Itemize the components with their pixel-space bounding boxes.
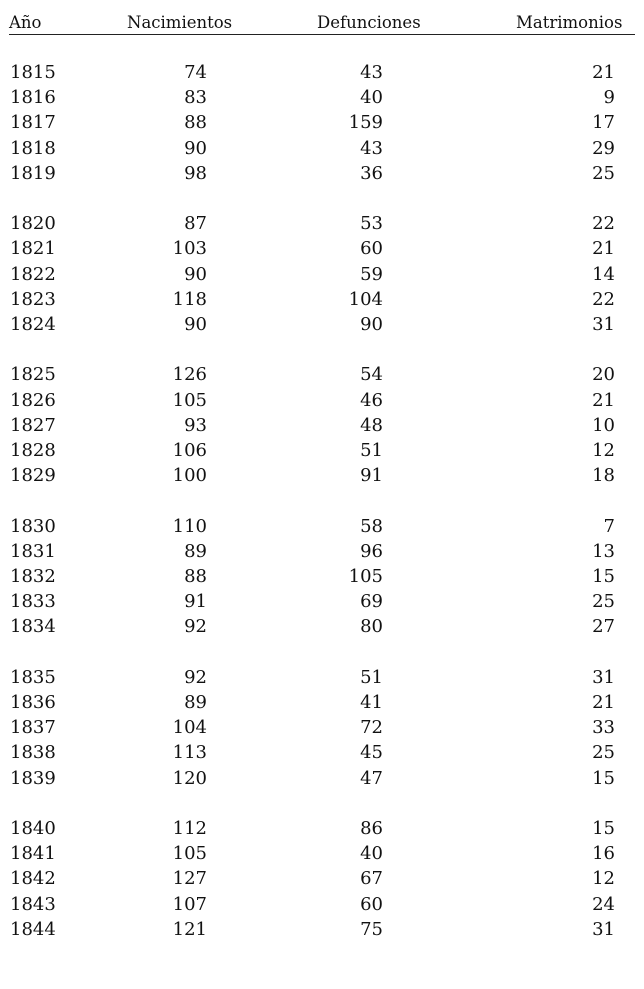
cell-deaths: 91 bbox=[360, 465, 383, 487]
cell-marriages: 21 bbox=[592, 62, 615, 83]
cell-births: 121 bbox=[172, 918, 207, 940]
cell-marriages: 20 bbox=[592, 364, 615, 386]
cell-marriages: 18 bbox=[592, 465, 615, 487]
cell-deaths: 69 bbox=[360, 591, 383, 613]
cell-year: 1826 bbox=[10, 389, 56, 411]
cell-births: 89 bbox=[184, 692, 207, 713]
cell-births: 87 bbox=[184, 213, 207, 235]
cell-year: 1821 bbox=[10, 238, 56, 260]
cell-deaths: 36 bbox=[360, 162, 383, 184]
cell-births: 98 bbox=[184, 162, 207, 184]
cell-marriages: 21 bbox=[592, 692, 615, 713]
cell-births: 88 bbox=[184, 566, 207, 587]
cell-year: 1835 bbox=[10, 666, 56, 688]
cell-births: 92 bbox=[184, 616, 207, 638]
cell-year: 1841 bbox=[10, 843, 56, 865]
table-row bbox=[0, 439, 644, 464]
table-row bbox=[0, 162, 644, 187]
cell-deaths: 75 bbox=[360, 918, 383, 940]
cell-year: 1817 bbox=[10, 112, 56, 134]
cell-year: 1833 bbox=[10, 591, 56, 613]
cell-marriages: 21 bbox=[592, 238, 615, 260]
cell-births: 91 bbox=[184, 591, 207, 613]
cell-marriages: 14 bbox=[592, 263, 615, 285]
cell-deaths: 159 bbox=[348, 112, 383, 134]
cell-births: 104 bbox=[172, 717, 207, 739]
cell-year: 1836 bbox=[10, 692, 56, 713]
cell-births: 83 bbox=[184, 87, 207, 109]
cell-year: 1831 bbox=[10, 540, 56, 562]
table-row bbox=[0, 590, 644, 615]
cell-marriages: 15 bbox=[592, 767, 615, 789]
cell-deaths: 43 bbox=[360, 137, 383, 159]
cell-deaths: 72 bbox=[360, 717, 383, 739]
table-header bbox=[0, 0, 644, 40]
cell-year: 1816 bbox=[10, 87, 56, 109]
table-row bbox=[0, 918, 644, 943]
table-row bbox=[0, 842, 644, 867]
cell-marriages: 15 bbox=[592, 818, 615, 839]
cell-births: 110 bbox=[172, 515, 207, 537]
cell-deaths: 47 bbox=[360, 767, 383, 789]
cell-births: 89 bbox=[184, 540, 207, 562]
cell-marriages: 31 bbox=[592, 314, 615, 335]
cell-year: 1829 bbox=[10, 465, 56, 487]
table-row bbox=[0, 263, 644, 288]
cell-marriages: 13 bbox=[592, 540, 615, 562]
cell-births: 105 bbox=[172, 389, 207, 411]
cell-births: 74 bbox=[184, 62, 207, 83]
cell-marriages: 27 bbox=[592, 616, 615, 638]
cell-deaths: 90 bbox=[360, 314, 383, 335]
cell-marriages: 22 bbox=[592, 288, 615, 310]
cell-deaths: 59 bbox=[360, 263, 383, 285]
table-row bbox=[0, 389, 644, 414]
cell-births: 103 bbox=[172, 238, 207, 260]
table-row bbox=[0, 363, 644, 388]
table-row bbox=[0, 288, 644, 313]
table-row bbox=[0, 741, 644, 766]
cell-deaths: 40 bbox=[360, 843, 383, 865]
cell-births: 126 bbox=[172, 364, 207, 386]
cell-births: 90 bbox=[184, 314, 207, 335]
cell-deaths: 80 bbox=[360, 616, 383, 638]
cell-deaths: 45 bbox=[360, 742, 383, 764]
table-row bbox=[0, 313, 644, 338]
cell-deaths: 60 bbox=[360, 893, 383, 915]
table-row bbox=[0, 86, 644, 111]
cell-births: 118 bbox=[172, 288, 207, 310]
cell-deaths: 53 bbox=[360, 213, 383, 235]
cell-marriages: 12 bbox=[592, 868, 615, 890]
cell-marriages: 16 bbox=[592, 843, 615, 865]
table-row bbox=[0, 615, 644, 640]
cell-marriages: 7 bbox=[603, 515, 615, 537]
cell-deaths: 46 bbox=[360, 389, 383, 411]
cell-deaths: 60 bbox=[360, 238, 383, 260]
cell-deaths: 104 bbox=[348, 288, 383, 310]
cell-year: 1827 bbox=[10, 414, 56, 436]
cell-births: 120 bbox=[172, 767, 207, 789]
cell-deaths: 58 bbox=[360, 515, 383, 537]
cell-births: 105 bbox=[172, 843, 207, 865]
cell-births: 92 bbox=[184, 666, 207, 688]
cell-year: 1843 bbox=[10, 893, 56, 915]
cell-deaths: 96 bbox=[360, 540, 383, 562]
cell-year: 1822 bbox=[10, 263, 56, 285]
table-row bbox=[0, 767, 644, 792]
cell-year: 1844 bbox=[10, 918, 56, 940]
table-row bbox=[0, 540, 644, 565]
cell-year: 1832 bbox=[10, 566, 56, 587]
cell-marriages: 31 bbox=[592, 918, 615, 940]
cell-year: 1830 bbox=[10, 515, 56, 537]
table-row bbox=[0, 237, 644, 262]
table-row bbox=[0, 691, 644, 716]
cell-marriages: 29 bbox=[592, 137, 615, 159]
cell-deaths: 54 bbox=[360, 364, 383, 386]
cell-marriages: 25 bbox=[592, 162, 615, 184]
cell-year: 1820 bbox=[10, 213, 56, 235]
cell-year: 1815 bbox=[10, 62, 56, 83]
table-row bbox=[0, 212, 644, 237]
table-row bbox=[0, 414, 644, 439]
table-row bbox=[0, 137, 644, 162]
cell-marriages: 22 bbox=[592, 213, 615, 235]
cell-year: 1819 bbox=[10, 162, 56, 184]
table-row bbox=[0, 464, 644, 489]
cell-marriages: 25 bbox=[592, 742, 615, 764]
table-row bbox=[0, 111, 644, 136]
cell-deaths: 40 bbox=[360, 87, 383, 109]
cell-marriages: 21 bbox=[592, 389, 615, 411]
cell-deaths: 86 bbox=[360, 818, 383, 839]
cell-births: 100 bbox=[172, 465, 207, 487]
cell-births: 90 bbox=[184, 137, 207, 159]
cell-year: 1839 bbox=[10, 767, 56, 789]
cell-deaths: 51 bbox=[360, 666, 383, 688]
cell-year: 1840 bbox=[10, 818, 56, 839]
cell-deaths: 41 bbox=[360, 692, 383, 713]
cell-year: 1823 bbox=[10, 288, 56, 310]
cell-marriages: 10 bbox=[592, 414, 615, 436]
cell-year: 1818 bbox=[10, 137, 56, 159]
cell-year: 1837 bbox=[10, 717, 56, 739]
cell-births: 90 bbox=[184, 263, 207, 285]
cell-marriages: 17 bbox=[592, 112, 615, 134]
cell-births: 106 bbox=[172, 440, 207, 461]
cell-births: 93 bbox=[184, 414, 207, 436]
cell-year: 1828 bbox=[10, 440, 56, 461]
table-row bbox=[0, 565, 644, 590]
table-row bbox=[0, 716, 644, 741]
header-year: Año bbox=[9, 13, 42, 32]
table-row bbox=[0, 893, 644, 918]
cell-year: 1825 bbox=[10, 364, 56, 386]
header-marriages: Matrimonios bbox=[516, 13, 623, 32]
cell-marriages: 12 bbox=[592, 440, 615, 461]
cell-marriages: 33 bbox=[592, 717, 615, 739]
cell-marriages: 24 bbox=[592, 893, 615, 915]
header-births: Nacimientos bbox=[127, 13, 233, 32]
cell-births: 107 bbox=[172, 893, 207, 915]
cell-year: 1834 bbox=[10, 616, 56, 638]
cell-deaths: 51 bbox=[360, 440, 383, 461]
table-row bbox=[0, 515, 644, 540]
cell-deaths: 67 bbox=[360, 868, 383, 890]
table-row bbox=[0, 817, 644, 842]
cell-marriages: 31 bbox=[592, 666, 615, 688]
header-rule bbox=[9, 34, 635, 35]
cell-births: 113 bbox=[172, 742, 207, 764]
cell-year: 1838 bbox=[10, 742, 56, 764]
table-row bbox=[0, 61, 644, 86]
cell-deaths: 48 bbox=[360, 414, 383, 436]
table-row bbox=[0, 867, 644, 892]
cell-births: 88 bbox=[184, 112, 207, 134]
table-row bbox=[0, 666, 644, 691]
cell-marriages: 15 bbox=[592, 566, 615, 587]
cell-year: 1824 bbox=[10, 314, 56, 335]
cell-marriages: 9 bbox=[603, 87, 615, 109]
cell-births: 127 bbox=[172, 868, 207, 890]
cell-deaths: 43 bbox=[360, 62, 383, 83]
header-deaths: Defunciones bbox=[317, 13, 421, 32]
cell-marriages: 25 bbox=[592, 591, 615, 613]
cell-births: 112 bbox=[172, 818, 207, 839]
cell-year: 1842 bbox=[10, 868, 56, 890]
cell-deaths: 105 bbox=[348, 566, 383, 587]
